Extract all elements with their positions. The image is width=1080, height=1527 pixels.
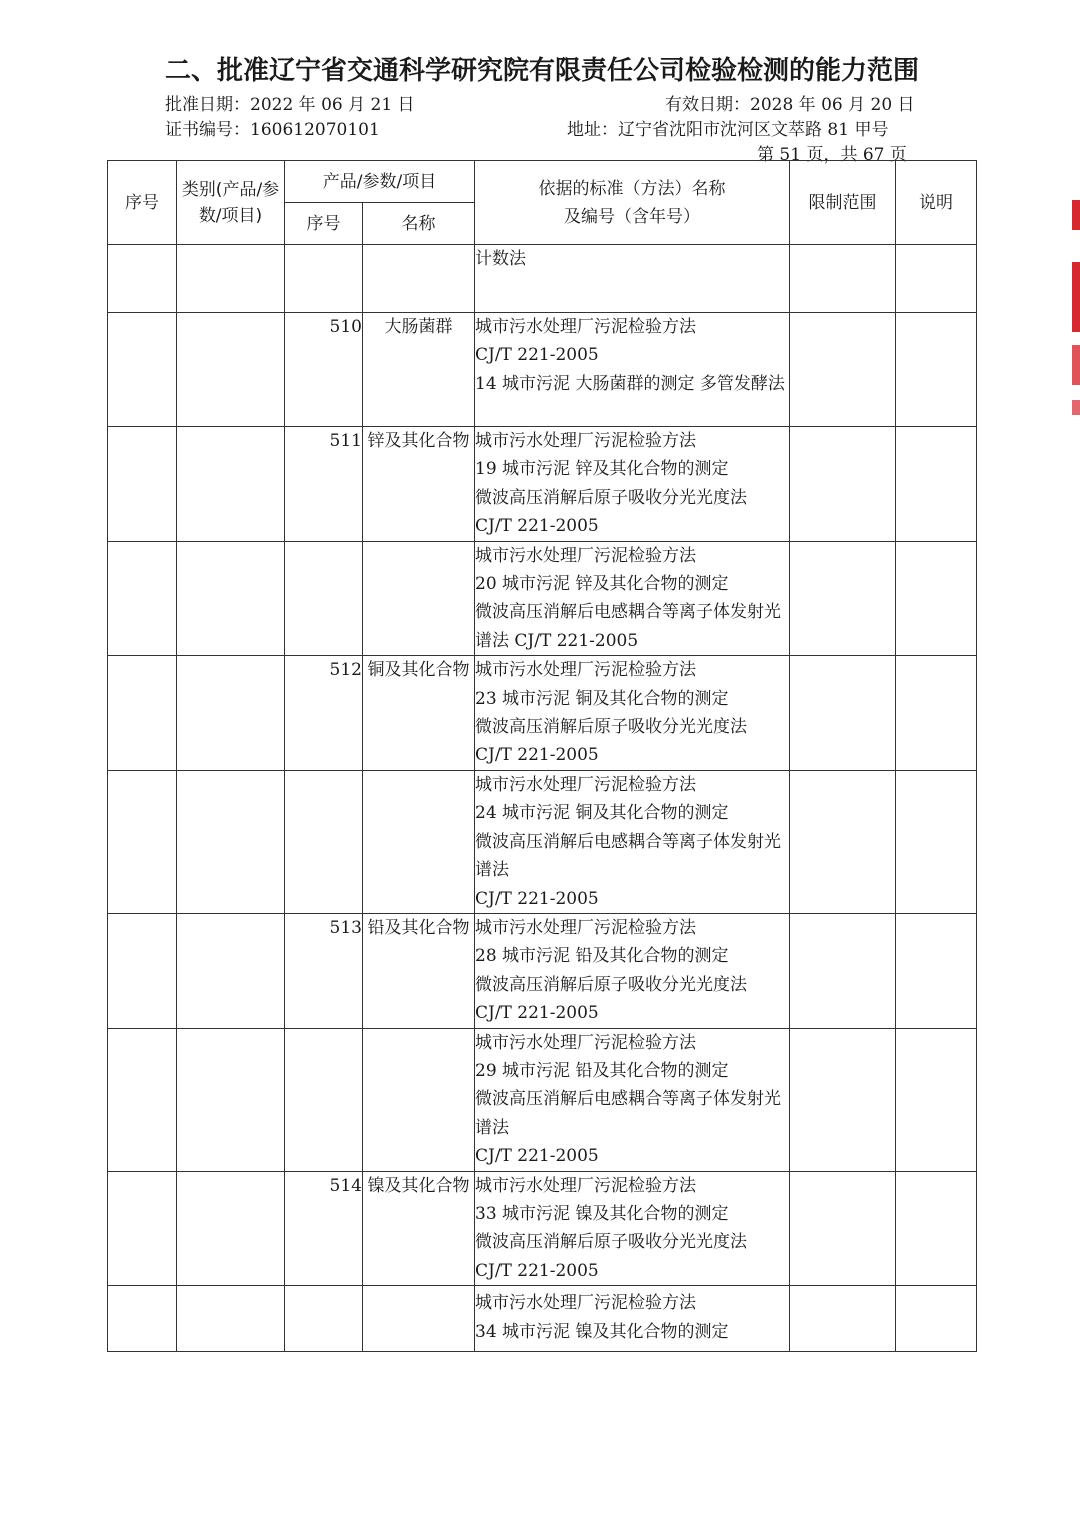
item-number: 512 — [285, 656, 363, 771]
header-category: 类别(产品/参数/项目) — [177, 161, 285, 245]
standard-text: 城市污水处理厂污泥检验方法 29 城市污泥 铅及其化合物的测定 微波高压消解后电感耦合等离子体发射光谱法 CJ/T 221-2005 — [475, 1028, 790, 1171]
address: 地址：辽宁省沈阳市沈河区文萃路 81 甲号 — [567, 120, 889, 140]
standard-text: 城市污水处理厂污泥检验方法 19 城市污泥 锌及其化合物的测定 微波高压消解后原子吸收分光光度法 CJ/T 221-2005 — [475, 427, 790, 542]
seal-fragment — [1072, 200, 1080, 230]
item-name — [363, 541, 475, 656]
header-standard: 依据的标准（方法）名称 及编号（含年号） — [475, 161, 790, 245]
standard-text: 城市污水处理厂污泥检验方法 28 城市污泥 铅及其化合物的测定 微波高压消解后原子吸收分光光度法 CJ/T 221-2005 — [475, 913, 790, 1028]
item-name: 大肠菌群 — [363, 313, 475, 427]
capability-table — [107, 160, 977, 1352]
table-row — [108, 770, 977, 913]
item-name: 锌及其化合物 — [363, 427, 475, 542]
item-number: 513 — [285, 913, 363, 1028]
item-number: 514 — [285, 1171, 363, 1286]
seal-fragment — [1072, 262, 1080, 332]
page-title: 二、批准辽宁省交通科学研究院有限责任公司检验检测的能力范围 — [165, 56, 920, 86]
standard-text: 城市污水处理厂污泥检验方法 33 城市污泥 镍及其化合物的测定 微波高压消解后原子吸收分光光度法 CJ/T 221-2005 — [475, 1171, 790, 1286]
standard-text: 城市污水处理厂污泥检验方法 20 城市污泥 锌及其化合物的测定 微波高压消解后电感耦合等离子体发射光谱法 CJ/T 221-2005 — [475, 541, 790, 656]
seal-fragment — [1072, 400, 1080, 415]
approval-date: 批准日期：2022 年 06 月 21 日 — [165, 95, 415, 115]
page-info: 第 51 页，共 67 页 — [757, 145, 907, 165]
item-name: 铜及其化合物 — [363, 656, 475, 771]
item-name — [363, 245, 475, 313]
standard-text: 城市污水处理厂污泥检验方法 34 城市污泥 镍及其化合物的测定 — [475, 1286, 790, 1352]
item-name — [363, 770, 475, 913]
standard-text: 城市污水处理厂污泥检验方法 23 城市污泥 铜及其化合物的测定 微波高压消解后原子吸收分光光度法 CJ/T 221-2005 — [475, 656, 790, 771]
header-product-name: 名称 — [363, 203, 475, 245]
header-note: 说明 — [896, 161, 977, 245]
item-name — [363, 1286, 475, 1352]
table-row — [108, 313, 977, 427]
table-row — [108, 656, 977, 771]
standard-text: 城市污水处理厂污泥检验方法 24 城市污泥 铜及其化合物的测定 微波高压消解后电感耦合等离子体发射光谱法 CJ/T 221-2005 — [475, 770, 790, 913]
standard-text: 城市污水处理厂污泥检验方法 CJ/T 221-2005 14 城市污泥 大肠菌群的测定 多管发酵法 — [475, 313, 790, 427]
item-name: 铅及其化合物 — [363, 913, 475, 1028]
item-name — [363, 1028, 475, 1171]
header-seq: 序号 — [108, 161, 177, 245]
table-row — [108, 245, 977, 313]
item-number — [285, 1028, 363, 1171]
header-product-seq: 序号 — [285, 203, 363, 245]
table-row — [108, 913, 977, 1028]
item-number: 510 — [285, 313, 363, 427]
table-row — [108, 1028, 977, 1171]
table-row — [108, 541, 977, 656]
seal-fragment — [1072, 345, 1080, 385]
cert-number: 证书编号：160612070101 — [165, 120, 380, 140]
item-name: 镍及其化合物 — [363, 1171, 475, 1286]
table-row — [108, 427, 977, 542]
table-row — [108, 1171, 977, 1286]
item-number — [285, 245, 363, 313]
item-number — [285, 770, 363, 913]
header-product-group: 产品/参数/项目 — [285, 161, 475, 203]
item-number: 511 — [285, 427, 363, 542]
item-number — [285, 1286, 363, 1352]
table-row — [108, 1286, 977, 1352]
item-number — [285, 541, 363, 656]
header-limit: 限制范围 — [790, 161, 896, 245]
standard-text: 计数法 — [475, 245, 790, 313]
valid-date: 有效日期：2028 年 06 月 20 日 — [665, 95, 915, 115]
